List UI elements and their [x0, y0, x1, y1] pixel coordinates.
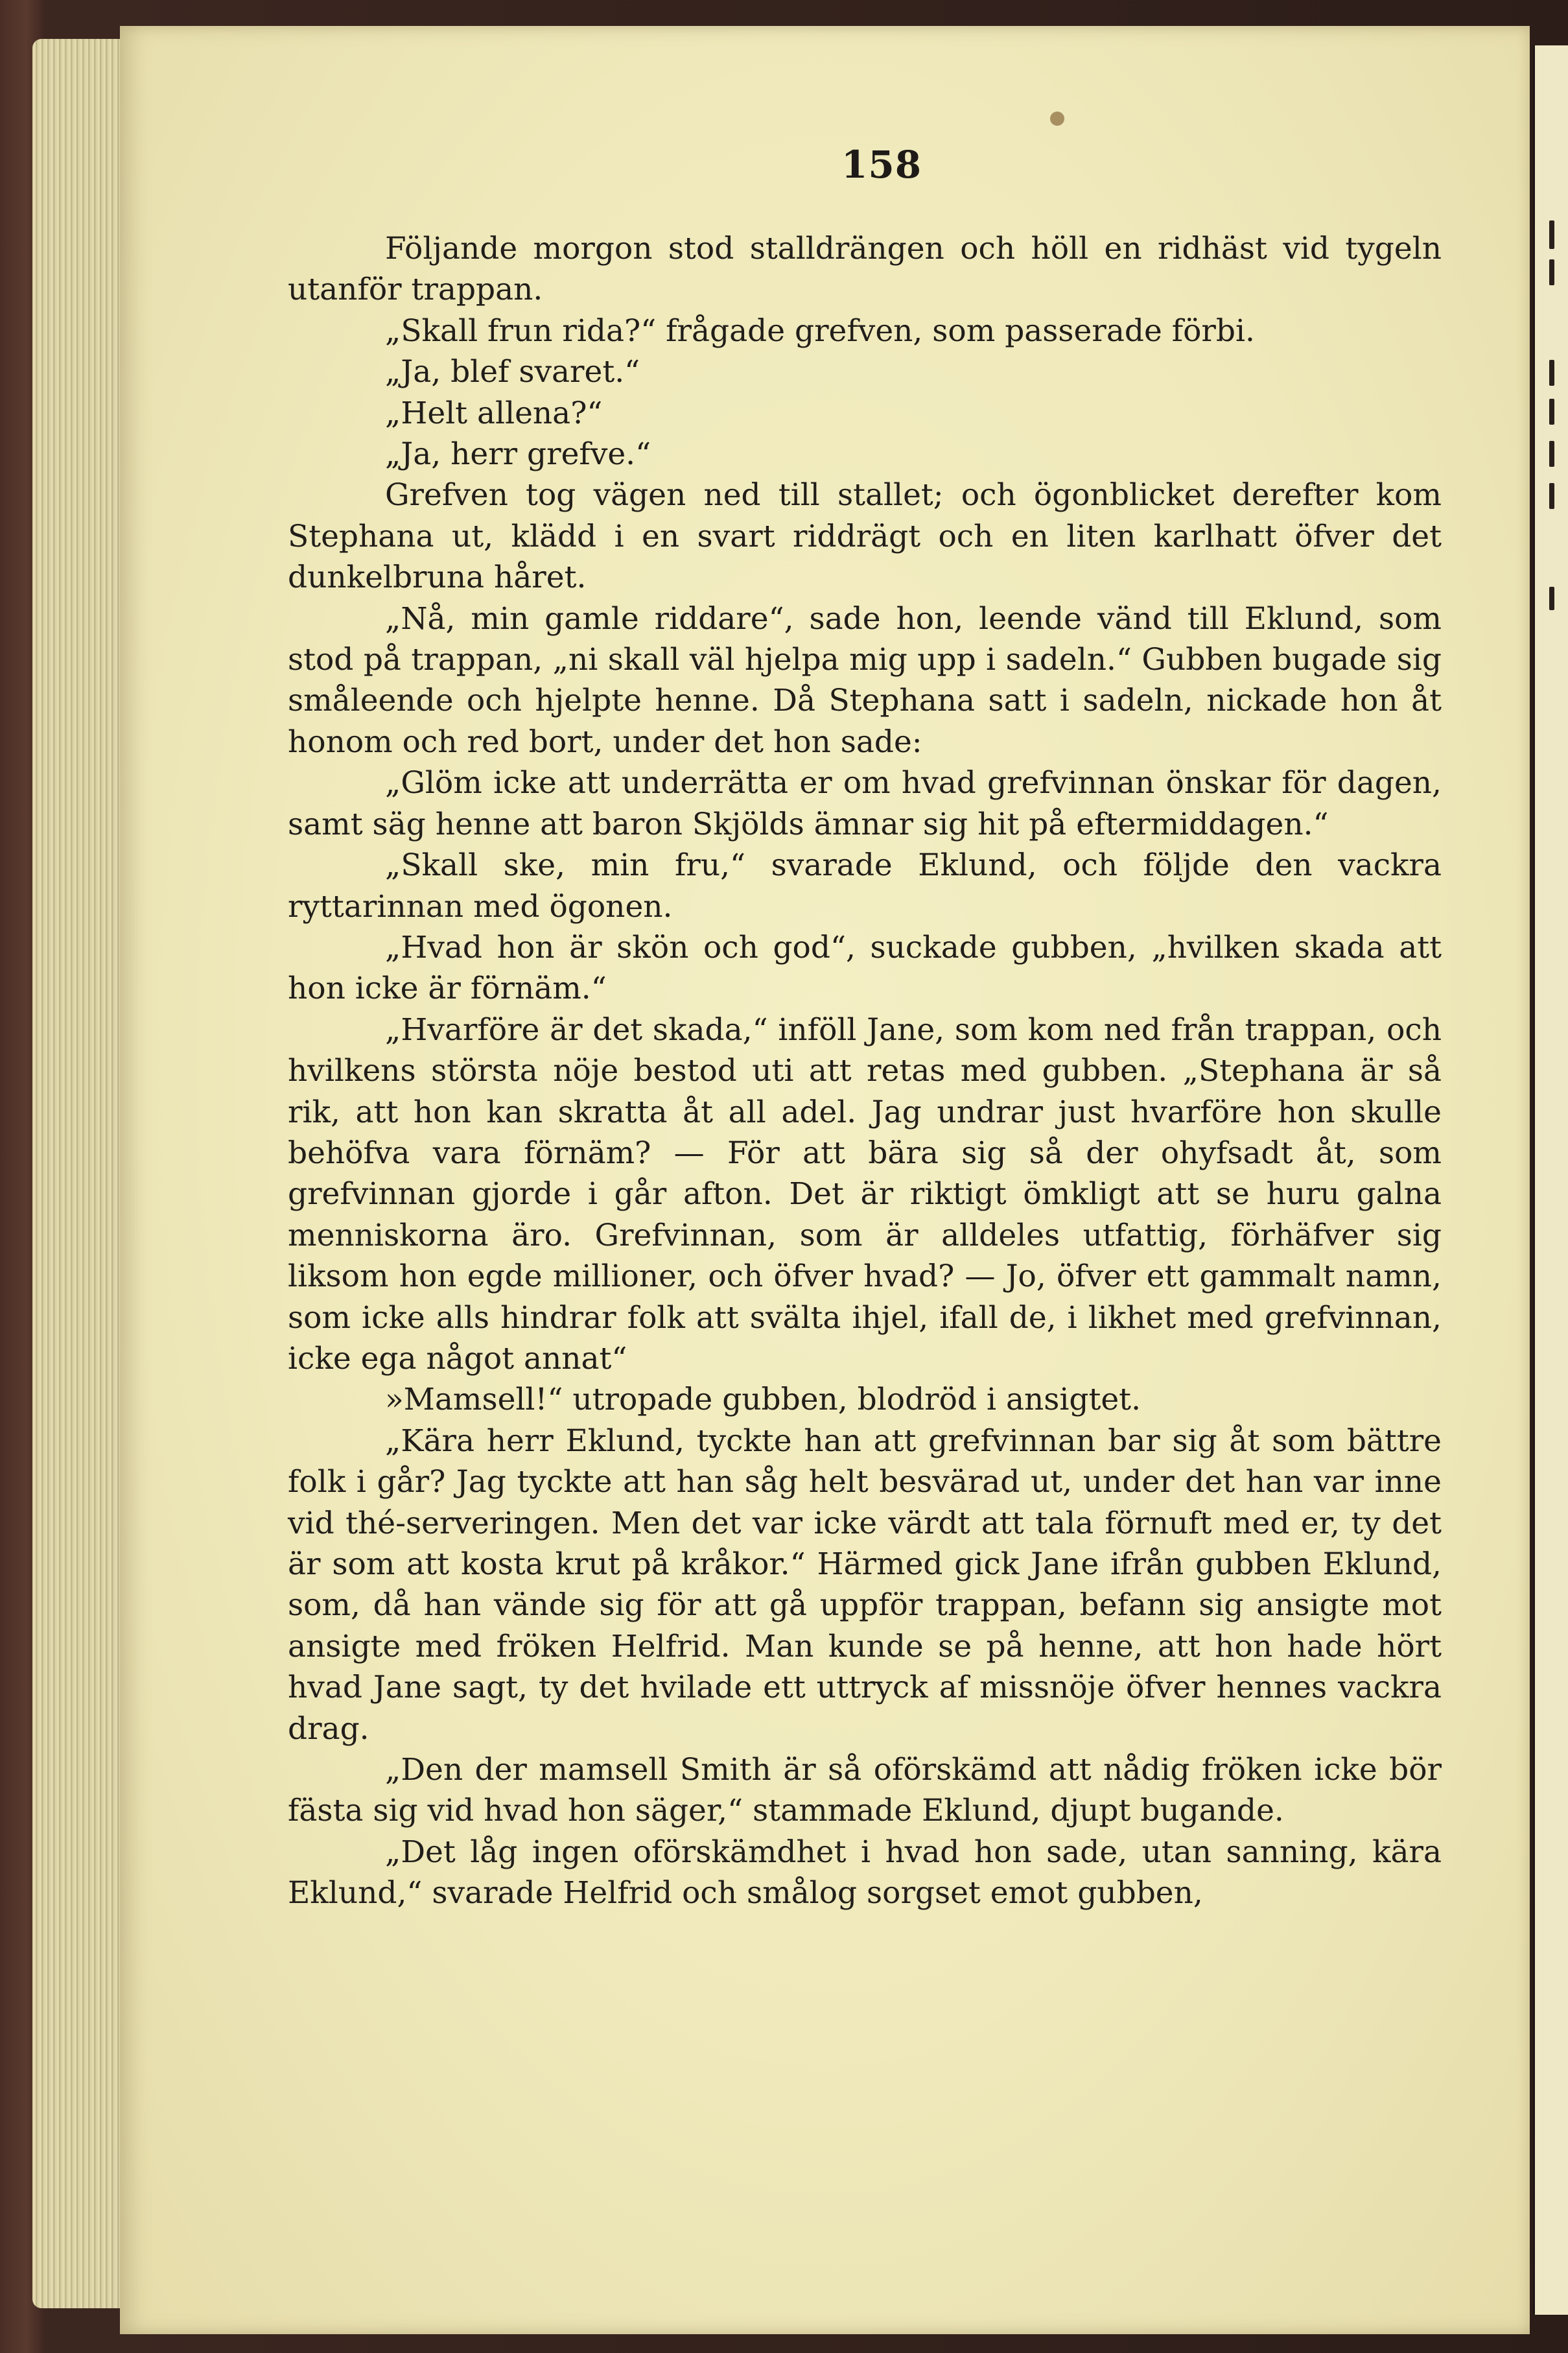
adjacent-page-strip	[1533, 45, 1568, 2315]
paragraph: „Ja, herr grefve.“	[385, 436, 651, 473]
paragraph: „Skall frun rida?“ frågade grefven, som passerade förbi.	[385, 313, 1255, 349]
paragraph: „Skall ske, min fru,“ svarade Eklund, och följde den vackra ryttarinnan med ögonen.	[288, 847, 1442, 925]
ink-spot	[1050, 112, 1064, 126]
paragraph: „Hvad hon är skön och god“, suckade gubben, „hvilken skada att hon icke är förnäm.“	[288, 929, 1442, 1007]
adjacent-page-glyph	[1549, 220, 1554, 249]
adjacent-page-glyph	[1549, 360, 1554, 386]
paragraph: „Nå, min gamle riddare“, sade hon, leende vänd till Eklund, som stod på trappan, „ni skall väl hjelpa mig upp i sadeln.“ Gubben bugade sig småleende och hjelpte henne. Då Stephana satt i sadeln, nickade hon åt honom och red bort, under det hon sade:	[288, 600, 1442, 760]
paragraph: „Helt allena?“	[385, 395, 603, 431]
paragraph: Följande morgon stod stalldrängen och höll en ridhäst vid tygeln utanför trappan.	[288, 231, 1442, 308]
paragraph: „Kära herr Eklund, tyckte han att grefvinnan bar sig åt som bättre folk i går? Jag tyckte att han såg helt besvärad ut, under det han var inne vid thé-serveringen. Men det var icke värdt att tala förnuft med er, ty det är som att kosta krut på kråkor.“ Härmed gick Jane ifrån gubben Eklund, som, då han vände sig för att gå uppför trappan, befann sig ansigte mot ansigte med fröken Helfrid. Man kunde se på henne, att hon hade hört hvad Jane sagt, ty det hvilade ett uttryck af missnöje öfver hennes vackra drag.	[288, 1423, 1442, 1747]
paragraph: „Glöm icke att underrätta er om hvad grefvinnan önskar för dagen, samt säg henne att baron Skjölds ämnar sig hit på eftermiddagen.“	[288, 765, 1442, 842]
paragraph: „Ja, blef svaret.“	[385, 354, 640, 390]
adjacent-page-glyph	[1549, 587, 1554, 610]
paragraph: »Mamsell!“ utropade gubben, blodröd i ansigtet.	[385, 1382, 1141, 1418]
adjacent-page-glyph	[1549, 483, 1554, 509]
body-text	[288, 228, 1442, 1914]
adjacent-page-glyph	[1549, 259, 1554, 285]
adjacent-page-glyph	[1549, 441, 1554, 467]
paragraph: Grefven tog vägen ned till stallet; och ögonblicket derefter kom Stephana ut, klädd i en svart riddrägt och en liten karlhatt öfver det dunkelbruna håret.	[288, 477, 1442, 596]
paragraph: „Det låg ingen oförskämdhet i hvad hon sade, utan sanning, kära Eklund,“ svarade Helfrid och smålog sorgset emot gubben,	[288, 1834, 1442, 1911]
paragraph: „Hvarföre är det skada,“ inföll Jane, som kom ned från trappan, och hvilkens största nöje bestod uti att retas med gubben. „Stephana är så rik, att hon kan skratta åt all adel. Jag undrar just hvarföre hon skulle behöfva vara förnäm? — För att bära sig så der ohyfsadt åt, som grefvinnan gjorde i går afton. Det är riktigt ömkligt att se huru galna menniskorna äro. Grefvinnan, som är alldeles utfattig, förhäfver sig liksom hon egde millioner, och öfver hvad? — Jo, öfver ett gammalt namn, som icke alls hindrar folk att svälta ihjel, ifall de, i likhet med grefvinnan, icke ega något annat“	[288, 1011, 1442, 1377]
page-edges	[32, 39, 130, 2308]
paragraph: „Den der mamsell Smith är så oförskämd att nådig fröken icke bör fästa sig vid hvad hon säger,“ stammade Eklund, djupt bugande.	[288, 1752, 1442, 1829]
page-number: 158	[841, 143, 922, 187]
adjacent-page-glyph	[1549, 399, 1554, 425]
